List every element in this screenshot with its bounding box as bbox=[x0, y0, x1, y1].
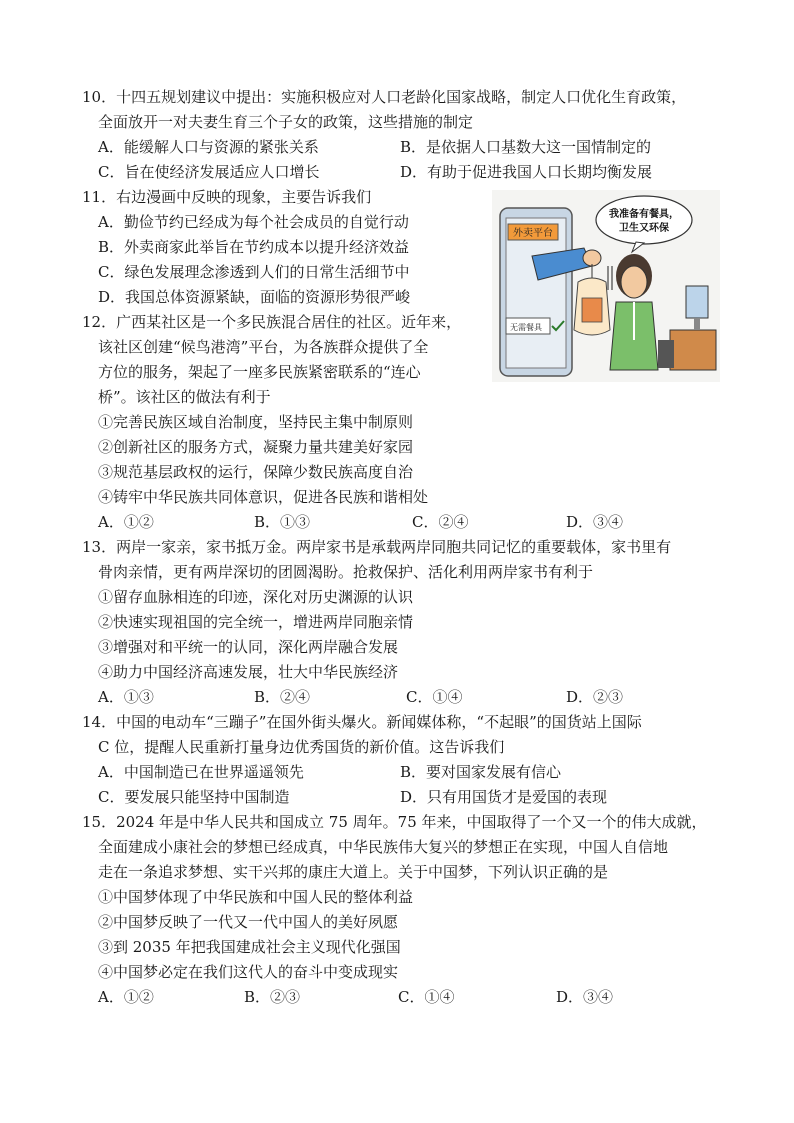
q14-stem-line2: C 位，提醒人民重新打量身边优秀国货的新价值。这告诉我们 bbox=[98, 738, 505, 756]
takeout-cartoon bbox=[492, 190, 720, 382]
q12-option-c: C．②④ bbox=[412, 513, 469, 531]
q13-option-d: D．②③ bbox=[566, 688, 624, 706]
no-utensils-label: 无需餐具 bbox=[510, 323, 542, 332]
q11-option-d: D．我国总体资源紧缺，面临的资源形势很严峻 bbox=[98, 288, 411, 306]
q10-option-c: C．旨在使经济发展适应人口增长 bbox=[98, 163, 320, 181]
q13-statement-4: ④助力中国经济高速发展，壮大中华民族经济 bbox=[98, 663, 399, 681]
q14-option-a: A．中国制造已在世界遥遥领先 bbox=[98, 763, 304, 781]
q12-option-d: D．③④ bbox=[566, 513, 624, 531]
q10-option-a: A．能缓解人口与资源的紧张关系 bbox=[98, 138, 319, 156]
q12-stem-line2: 该社区创建“候鸟港湾”平台，为各族群众提供了全 bbox=[98, 338, 429, 356]
q13-stem-line2: 骨肉亲情，更有两岸深切的团圆渴盼。抢救保护、活化利用两岸家书有利于 bbox=[98, 563, 594, 581]
q15-stem-line1: 15．2024 年是中华人民共和国成立 75 周年。75 年来，中国取得了一个又一个的伟大成就， bbox=[82, 813, 707, 831]
bubble-line2: 卫生又环保 bbox=[619, 223, 669, 234]
q12-statement-3: ③规范基层政权的运行，保障少数民族高度自治 bbox=[98, 463, 414, 481]
q15-statement-1: ①中国梦体现了中华民族和中国人民的整体利益 bbox=[98, 888, 414, 906]
q10-option-b: B．是依据人口基数大这一国情制定的 bbox=[400, 138, 652, 156]
q12-statement-2: ②创新社区的服务方式，凝聚力量共建美好家园 bbox=[98, 438, 414, 456]
q13-statement-3: ③增强对和平统一的认同，深化两岸融合发展 bbox=[98, 638, 399, 656]
q15-option-b: B．②③ bbox=[244, 988, 301, 1006]
q15-statement-3: ③到 2035 年把我国建成社会主义现代化强国 bbox=[98, 938, 401, 956]
cartoon-illustration bbox=[492, 190, 720, 382]
q12-stem-line1: 12．广西某社区是一个多民族混合居住的社区。近年来， bbox=[82, 313, 462, 331]
q13-stem-line1: 13．两岸一家亲，家书抵万金。两岸家书是承载两岸同胞共同记忆的重要载体，家书里有 bbox=[82, 538, 672, 556]
q13-option-c: C．①④ bbox=[406, 688, 463, 706]
q13-option-a: A．①③ bbox=[98, 688, 154, 706]
q12-statement-4: ④铸牢中华民族共同体意识，促进各民族和谐相处 bbox=[98, 488, 429, 506]
q14-option-d: D．只有用国货才是爱国的表现 bbox=[400, 788, 608, 806]
q15-option-a: A．①② bbox=[98, 988, 154, 1006]
q15-stem-line2: 全面建成小康社会的梦想已经成真，中华民族伟大复兴的梦想正在实现，中国人自信地 bbox=[98, 838, 669, 856]
q14-option-c: C．要发展只能坚持中国制造 bbox=[98, 788, 290, 806]
q10-option-d: D．有助于促进我国人口长期均衡发展 bbox=[400, 163, 653, 181]
platform-label: 外卖平台 bbox=[513, 228, 553, 239]
q11-stem: 11．右边漫画中反映的现象，主要告诉我们 bbox=[82, 188, 372, 206]
q10-stem-line1: 10．十四五规划建议中提出：实施积极应对人口老龄化国家战略，制定人口优化生育政策， bbox=[82, 88, 687, 106]
q12-stem-line4: 桥”。该社区的做法有利于 bbox=[98, 388, 271, 406]
q15-statement-4: ④中国梦必定在我们这代人的奋斗中变成现实 bbox=[98, 963, 399, 981]
q15-statement-2: ②中国梦反映了一代又一代中国人的美好夙愿 bbox=[98, 913, 399, 931]
q11-option-a: A．勤俭节约已经成为每个社会成员的自觉行动 bbox=[98, 213, 409, 231]
q13-option-b: B．②④ bbox=[254, 688, 311, 706]
q13-statement-1: ①留存血脉相连的印迹，深化对历史渊源的认识 bbox=[98, 588, 414, 606]
q15-option-d: D．③④ bbox=[556, 988, 614, 1006]
speech-bubble bbox=[596, 196, 692, 244]
q15-option-c: C．①④ bbox=[398, 988, 455, 1006]
q12-stem-line3: 方位的服务，架起了一座多民族紧密联系的“连心 bbox=[98, 363, 421, 381]
q12-option-a: A．①② bbox=[98, 513, 154, 531]
q15-stem-line3: 走在一条追求梦想、实干兴邦的康庄大道上。关于中国梦，下列认识正确的是 bbox=[98, 863, 609, 881]
q14-stem-line1: 14．中国的电动车“三蹦子”在国外街头爆火。新闻媒体称，“不起眼”的国货站上国际 bbox=[82, 713, 642, 731]
q11-option-b: B．外卖商家此举旨在节约成本以提升经济效益 bbox=[98, 238, 410, 256]
q10-stem-line2: 全面放开一对夫妻生育三个子女的政策，这些措施的制定 bbox=[98, 113, 474, 131]
q13-statement-2: ②快速实现祖国的完全统一，增进两岸同胞亲情 bbox=[98, 613, 414, 631]
bubble-line1: 我准备有餐具， bbox=[609, 209, 679, 220]
q12-option-b: B．①③ bbox=[254, 513, 311, 531]
q11-option-c: C．绿色发展理念渗透到人们的日常生活细节中 bbox=[98, 263, 410, 281]
q12-statement-1: ①完善民族区域自治制度，坚持民主集中制原则 bbox=[98, 413, 414, 431]
q14-option-b: B．要对国家发展有信心 bbox=[400, 763, 562, 781]
